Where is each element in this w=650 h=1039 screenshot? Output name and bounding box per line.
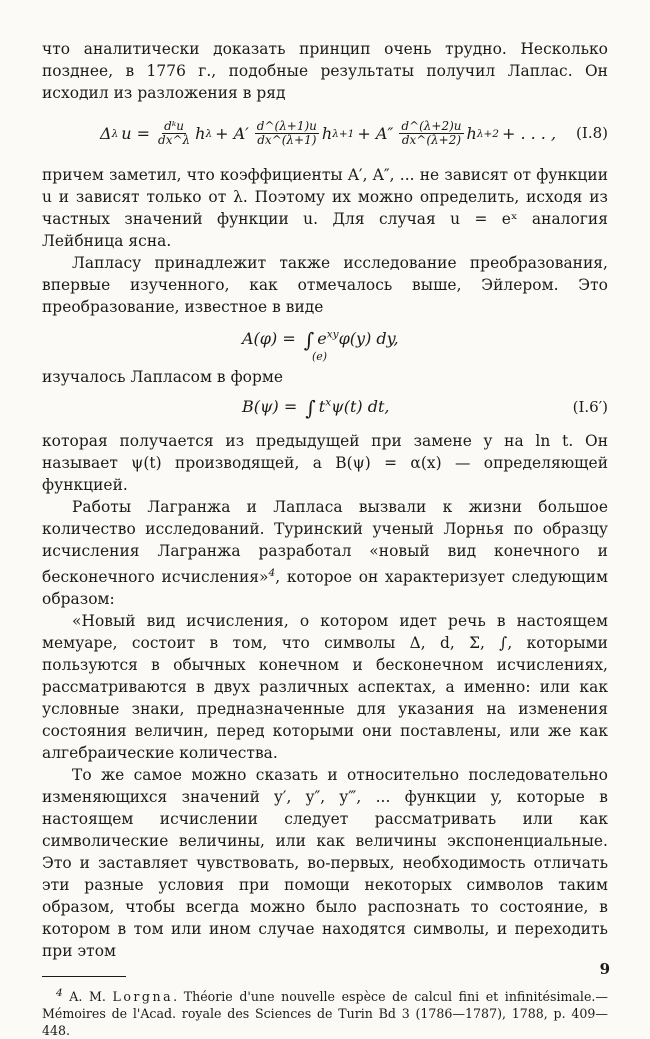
f1-term1-den: dx^λ [158,133,191,147]
f2-exp-sup: xy [326,328,339,341]
footnote-author-initials: A. M. [69,989,106,1005]
f3-integral-sign: ∫ [305,396,316,420]
f1-term2-fraction [255,120,319,147]
formula-I-6-prime [42,388,608,430]
f3-lhs: B(ψ) = [242,397,298,416]
quote-paragraph-2: То же самое можно сказать и относительно последовательно изменяющихся значений y′, y″, y‴, ... функции y, которые в настоящем исчислении следует рассматривать или как символические величины, или как величины экспоненциальные. Это и заставляет чувствовать, во-первых, необходимость отличать эти разные условия при помощи некоторых символов таким образом, чтобы всегда можно было распознать то состояние, в котором в том или ином случае находятся символы, и переходить при этом [42,766,608,961]
paragraph-4: изучалось Лапласом в форме [42,368,284,386]
f1-term3-num: d^(λ+2)u [401,119,462,133]
f1-term3-fraction [399,120,463,147]
page-body [42,38,608,1039]
f1-term2-den: dx^(λ+1) [257,133,317,147]
f1-term3-coef: + A″ [357,124,394,143]
footnote-author-name: Lorgna [112,989,174,1005]
f3-base: t [318,397,326,416]
equation-number-I-8: (I.8) [576,124,608,142]
f1-term2-num: d^(λ+1)u [256,119,317,133]
f1-term3-den: dx^(λ+2) [401,133,462,147]
paragraph-6-end: , которое он характеризует следующим образом: [42,568,608,609]
f1-term1-hsup: λ [205,127,213,140]
paragraph-1: что аналитически доказать принцип очень трудно. Несколько позднее, в 1776 г., подобные результаты получил Лаплас. Он исходил из разложения в ряд [42,40,608,102]
formula-laplace-transform [42,318,608,366]
f1-term2-coef: + A′ [215,124,249,143]
footnote-4 [42,985,608,1039]
f2-lhs: A(φ) = [242,329,296,348]
footnote-marker: 4 [56,987,63,1000]
f3-body [242,396,389,420]
paragraph-5: которая получается из предыдущей при замене y на ln t. Он называет ψ(t) производящей, а B(ψ) = α(x) — определяющей функцией. [42,432,608,494]
f2-body [242,328,399,352]
paragraph-2: причем заметил, что коэффициенты A′, A″, ... не зависят от функции u и зависят только от λ. Поэтому их можно определить, исходя из частных значений функции u. Для случая u = eˣ аналогия Лейбница ясна. [42,166,608,250]
f3-sup: x [325,396,332,409]
f1-term2-h: h [321,124,333,143]
formula-I-8 [42,104,608,164]
f1-lhs-var: u = [121,124,151,143]
f1-term3-hsup: λ+2 [476,127,499,140]
f1-term1-fraction [156,120,192,147]
quote-paragraph-1: «Новый вид исчисления, о котором идет речь в настоящем мемуаре, состоит в том, что символы Δ, d, Σ, ∫, которыми пользуются в обычных конечном и бесконечном исчислениях, рассматриваются в двух различных аспектах, а именно: или как условные знаки, предназначенные для указания на изменения состояния величин, перед которыми они поставлены, или же как алгебраические количества. [42,612,608,763]
equation-number-I-6-prime: (I.6′) [572,398,608,416]
formula-I-8-body [100,120,559,147]
page-number: 9 [599,960,610,978]
f1-term3-h: h [466,124,477,143]
f2-body-rest: φ(y) dy, [338,329,399,348]
f1-lhs: Δ [100,124,112,143]
paragraph-6 [42,496,608,610]
footnote-ref-4[interactable]: 4 [268,567,276,579]
f2-integral-subscript: (e) [312,350,328,363]
f1-lhs-sup: λ [111,127,119,140]
footnote-divider [42,976,126,977]
f2-exp-base: e [317,329,327,348]
f1-tail: + . . . , [501,124,557,143]
f1-term2-hsup: λ+1 [332,127,355,140]
f2-integral-sign: ∫ [303,328,315,352]
footnote-text: . Théorie d'une nouvelle espèce de calcul fini et infinitésimale.— Mémoires de l'Acad. royale des Sciences de Turin Bd 3 (1786—1787), 1788, p. 409—448. [42,989,609,1039]
paragraph-6-text: Работы Лагранжа и Лапласа вызвали к жизни большое количество исследований. Туринский ученый Лорнья по образцу исчисления Лагранжа разработал «новый вид конечного и бесконечного исчисления» [42,498,608,587]
f1-term1-h: h [195,124,206,143]
f3-body-rest: ψ(t) dt, [331,397,390,416]
f1-term1-num: dᵏu [164,119,184,133]
paragraph-3: Лапласу принадлежит также исследование преобразования, впервые изученного, как отмечалось выше, Эйлером. Это преобразование, известное в виде [42,254,608,316]
